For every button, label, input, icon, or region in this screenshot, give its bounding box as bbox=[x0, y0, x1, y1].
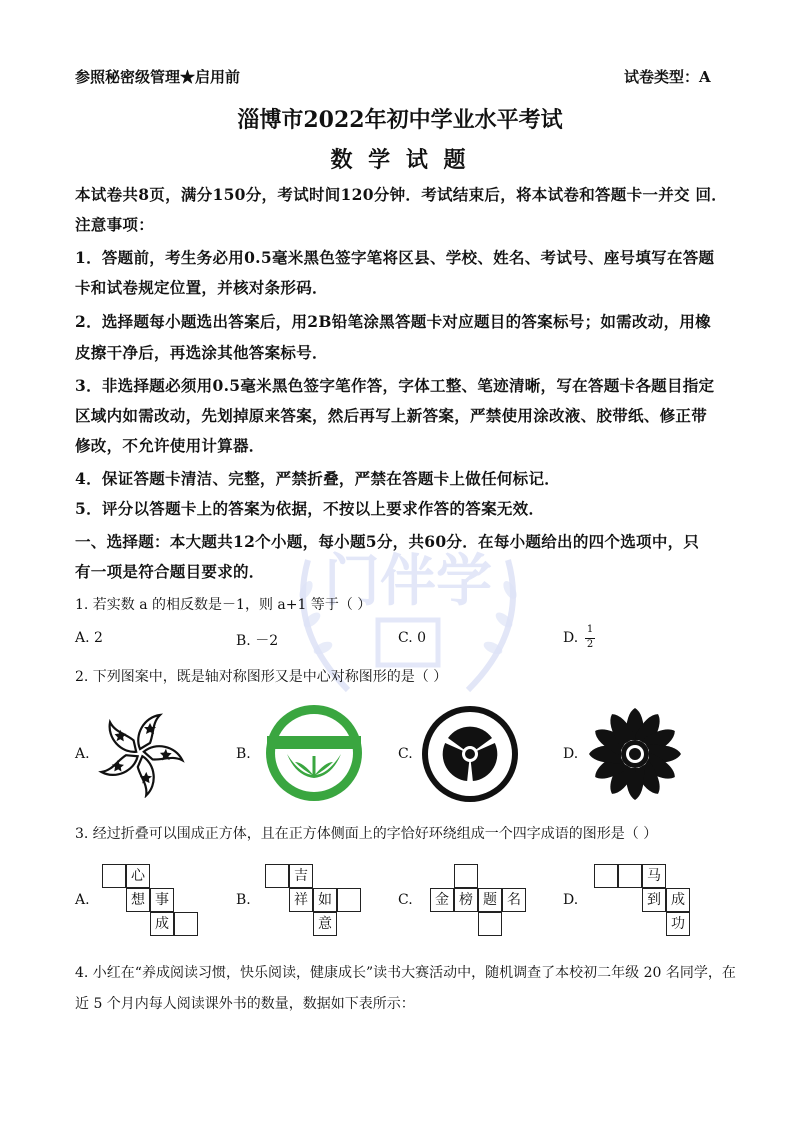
note-5: 5．评分以答题卡上的答案为依据，不按以上要求作答的答案无效． bbox=[75, 499, 545, 518]
net-cell: 功 bbox=[666, 912, 690, 936]
green-food-logo-icon bbox=[265, 704, 363, 802]
net-cell: 想 bbox=[126, 888, 150, 912]
paper-type-label: 试卷类型：A bbox=[624, 68, 711, 86]
section-1-line-1: 一、选择题：本大题共12个小题，每小题5分，共60分．在每小题给出的四个选项中，只 bbox=[75, 532, 700, 551]
net-cell: 心 bbox=[126, 864, 150, 888]
net-cell: 马 bbox=[642, 864, 666, 888]
q2-label-c: C. bbox=[398, 746, 413, 762]
note-1a: 1．答题前，考生务必用0.5毫米黑色签字笔将区县、学校、姓名、考试号、座号填写在答题 bbox=[75, 248, 715, 267]
net-cell bbox=[174, 912, 198, 936]
net-cell bbox=[478, 912, 502, 936]
fraction-denominator: 2 bbox=[586, 639, 594, 650]
q1-option-b: B. －2 bbox=[236, 633, 279, 649]
flower-crest-icon bbox=[585, 704, 685, 804]
net-cell: 名 bbox=[502, 888, 526, 912]
q3-label-c: C. bbox=[398, 892, 413, 908]
q2-label-b: B. bbox=[236, 746, 251, 762]
bauhinia-flower-icon bbox=[94, 708, 186, 798]
net-cell bbox=[454, 864, 478, 888]
section-1-line-2: 有一项是符合题目要求的． bbox=[75, 562, 265, 581]
net-cell: 如 bbox=[313, 888, 337, 912]
q2-label-a: A. bbox=[75, 746, 90, 762]
question-2-stem: 2. 下列图案中，既是轴对称图形又是中心对称图形的是（ ） bbox=[75, 669, 448, 685]
note-2a: 2．选择题每小题选出答案后，用2B铅笔涂黑答题卡对应题目的答案标号；如需改动，用橡 bbox=[75, 312, 711, 331]
net-cell bbox=[594, 864, 618, 888]
svg-text:门伴学: 门伴学 bbox=[324, 549, 492, 614]
net-cell: 到 bbox=[642, 888, 666, 912]
notes-heading: 注意事项： bbox=[75, 215, 155, 234]
question-3-stem: 3. 经过折叠可以围成正方体，且在正方体侧面上的字恰好环绕组成一个四字成语的图形是（ ） bbox=[75, 826, 658, 842]
q3-label-b: B. bbox=[236, 892, 251, 908]
question-4-line-1: 4. 小红在“养成阅读习惯，快乐阅读，健康成长”读书大赛活动中，随机调查了本校初二年级 20 名同学，在 bbox=[75, 965, 736, 981]
note-3a: 3．非选择题必须用0.5毫米黑色签字笔作答，字体工整、笔迹清晰，写在答题卡各题目指定 bbox=[75, 376, 715, 395]
net-cell: 成 bbox=[666, 888, 690, 912]
q3-label-d: D. bbox=[563, 892, 579, 908]
intro-line-1: 本试卷共8页，满分150分，考试时间120分钟．考试结束后，将本试卷和答题卡一并交 回． bbox=[75, 185, 728, 204]
note-3c: 修改，不允许使用计算器． bbox=[75, 436, 265, 455]
net-cell bbox=[102, 864, 126, 888]
subject-title: 数 学 试 题 bbox=[330, 147, 470, 173]
q3-label-a: A. bbox=[75, 892, 90, 908]
net-cell bbox=[337, 888, 361, 912]
question-1-stem: 1. 若实数 a 的相反数是－1，则 a+1 等于（ ） bbox=[75, 597, 372, 613]
q1-option-a: A. 2 bbox=[75, 630, 103, 646]
question-4-line-2: 近 5 个月内每人阅读课外书的数量，数据如下表所示： bbox=[75, 996, 415, 1012]
net-cell: 榜 bbox=[454, 888, 478, 912]
confidentiality-label: 参照秘密级管理★启用前 bbox=[75, 68, 241, 86]
trefoil-symbol-icon bbox=[420, 704, 520, 804]
net-cell: 吉 bbox=[289, 864, 313, 888]
net-cell: 事 bbox=[150, 888, 174, 912]
q2-label-d: D. bbox=[563, 746, 579, 762]
fraction-numerator: 1 bbox=[586, 624, 594, 635]
q1-option-c: C. 0 bbox=[398, 630, 427, 646]
net-cell: 题 bbox=[478, 888, 502, 912]
net-cell: 成 bbox=[150, 912, 174, 936]
note-2b: 皮擦干净后，再选涂其他答案标号． bbox=[75, 343, 328, 362]
net-cell: 祥 bbox=[289, 888, 313, 912]
net-cell: 意 bbox=[313, 912, 337, 936]
net-cell: 金 bbox=[430, 888, 454, 912]
note-4: 4．保证答题卡清洁、完整，严禁折叠，严禁在答题卡上做任何标记． bbox=[75, 469, 561, 488]
net-cell bbox=[265, 864, 289, 888]
note-3b: 区域内如需改动，先划掉原来答案，然后再写上新答案，严禁使用涂改液、胶带纸、修正带 bbox=[75, 406, 708, 425]
exam-title: 淄博市2022年初中学业水平考试 bbox=[237, 107, 563, 133]
note-1b: 卡和试卷规定位置，并核对条形码． bbox=[75, 278, 328, 297]
net-cell bbox=[618, 864, 642, 888]
q1-option-d: D. bbox=[563, 630, 579, 646]
